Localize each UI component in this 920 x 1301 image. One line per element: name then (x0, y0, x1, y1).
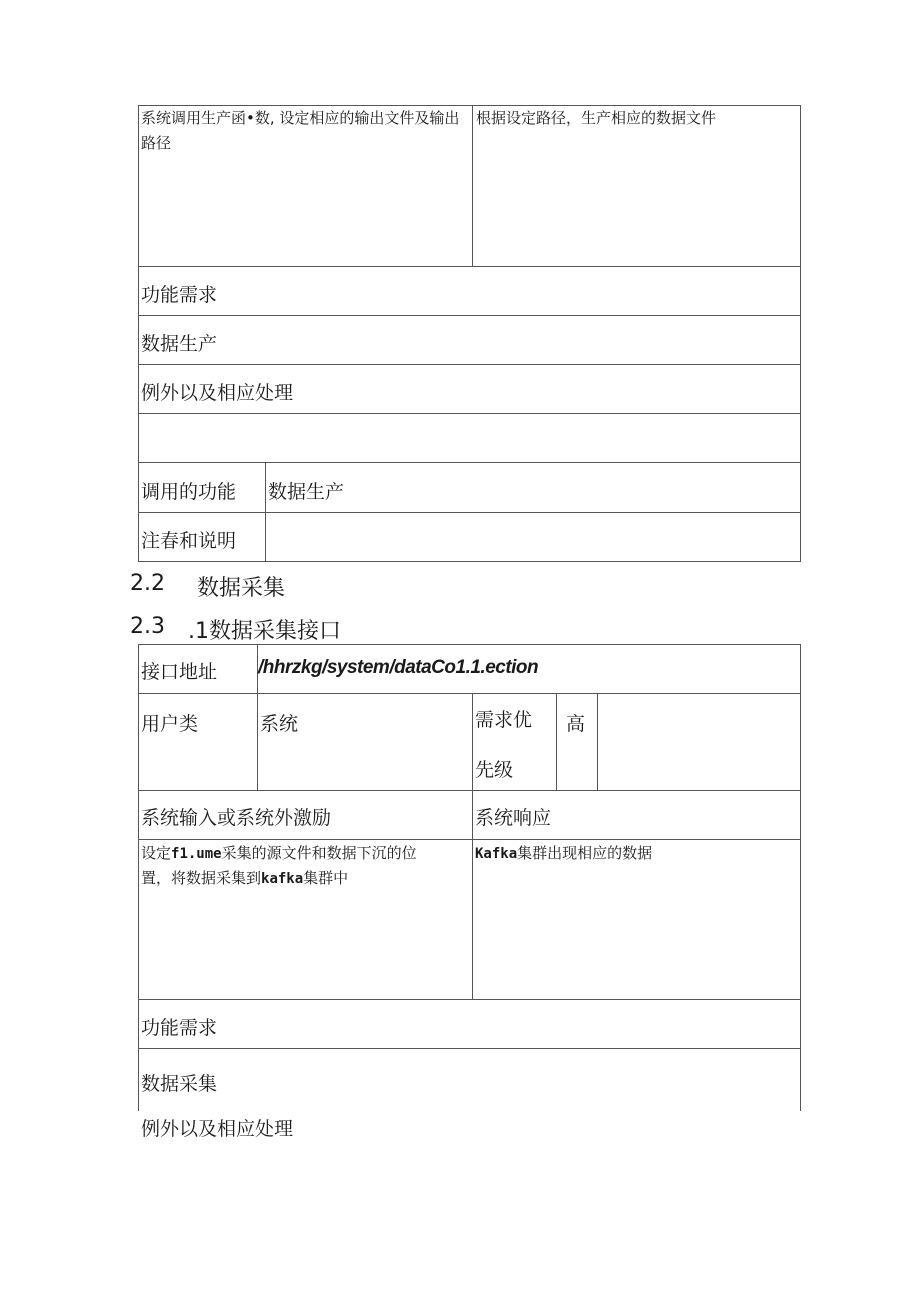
input-description-line2 (141, 866, 348, 892)
exception-handling-label: 例外以及相应处理 (141, 1118, 294, 1140)
input-text-part2: 采集的源文件和数据下沉的位 (221, 844, 417, 862)
priority-value: 高 (566, 713, 586, 735)
function-requirement-value: 数据生产 (141, 333, 218, 355)
interface-address-label: 接口地址 (141, 661, 218, 683)
function-requirement-label: 功能需求 (141, 284, 218, 306)
system-response-header: 系统响应 (475, 807, 552, 829)
interface-address-value: /hhrzkg/system/dataCo1.1.ection (258, 657, 539, 678)
input-text-part3: 置，将数据采集到 (141, 869, 262, 887)
kafka-code: kafka (261, 871, 304, 887)
response-text: 集群出现相应的数据 (517, 844, 653, 862)
input-description: 系统调用生产函•数, 设定相应的输出文件及输出路径 (141, 109, 460, 152)
section-number-2-3: 2.3 (130, 614, 165, 639)
section-title-data-collection: 数据采集 (197, 576, 286, 601)
section-title-collection-interface: .1数据采集接口 (188, 619, 341, 644)
user-type-label: 用户类 (141, 713, 199, 735)
response-description: 根据设定路径，生产相应的数据文件 (476, 109, 717, 127)
section-number-2-2: 2.2 (130, 571, 165, 596)
exception-handling-label: 例外以及相应处理 (141, 382, 294, 404)
input-description (141, 841, 417, 867)
function-requirement-value: 数据采集 (141, 1073, 218, 1095)
notes-label: 注春和说明 (141, 530, 237, 552)
input-text-part4: 集群中 (303, 869, 349, 887)
user-type-value: 系统 (260, 713, 299, 735)
system-input-header: 系统输入或系统外激励 (141, 807, 332, 829)
priority-label-line2: 先级 (475, 759, 514, 781)
kafka-response-code: Kafka (475, 846, 518, 862)
priority-label-line1: 需求优 (475, 709, 533, 731)
called-function-label: 调用的功能 (141, 481, 237, 503)
response-description (475, 841, 652, 867)
called-function-value: 数据生产 (268, 481, 345, 503)
input-text-part1: 设定 (141, 844, 172, 862)
flume-code: f1.ume (171, 846, 222, 862)
function-requirement-label: 功能需求 (141, 1017, 218, 1039)
